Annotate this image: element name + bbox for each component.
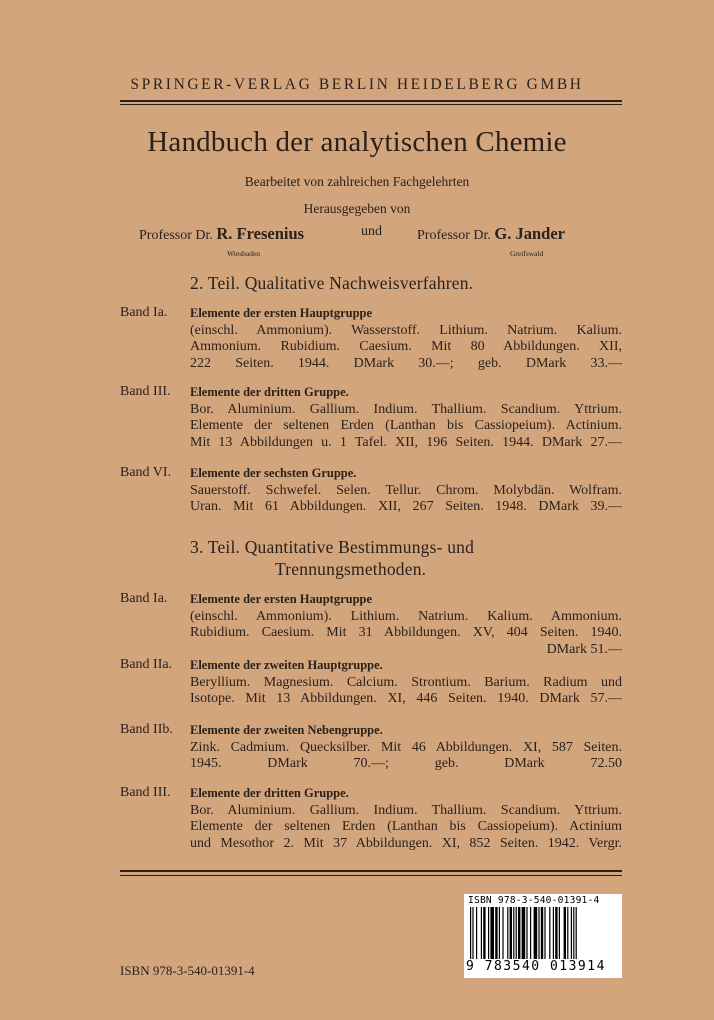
editor-1: [139, 224, 304, 244]
band-title: Elemente der ersten Hauptgruppe: [190, 306, 373, 320]
barcode-bar: [518, 907, 520, 963]
subtitle-contributors: Bearbeitet von zahlreichen Fachgelehrten: [244, 174, 470, 189]
part-3-heading: [190, 536, 474, 580]
band-line: Zink. Cadmium. Quecksilber. Mit 46 Abbildungen. XI, 587 Seiten.: [190, 739, 622, 755]
top-rule-thick: [120, 100, 622, 102]
band-line: Isotope. Mit 13 Abbildungen. XI, 446 Seiten. 1940. DMark 57.—: [190, 691, 622, 706]
barcode-bar: [538, 907, 539, 963]
barcode-digits: 9 783540 013914: [466, 959, 606, 974]
band-line: Sauerstoff. Schwefel. Selen. Tellur. Chrom. Molybdän. Wolfram.: [190, 482, 622, 498]
barcode-bar: [576, 907, 577, 963]
barcode-bar: [522, 907, 526, 963]
band-line: Bor. Aluminium. Gallium. Indium. Thallium. Scandium. Yttrium.: [190, 401, 622, 417]
band-line: DMark 51.—: [546, 641, 622, 657]
editor-1-prefix: Professor Dr.: [139, 228, 213, 243]
editor-connector: und: [361, 224, 382, 239]
editor-1-name: R. Fresenius: [216, 224, 305, 243]
band-entry: [190, 657, 622, 708]
barcode-bar: [513, 907, 514, 963]
part-2-heading: 2. Teil. Qualitative Nachweisverfahren.: [190, 273, 474, 293]
band-line: 1945. DMark 70.—; geb. DMark 72.50: [190, 756, 622, 771]
band-label: Band VI.: [120, 465, 172, 480]
barcode-bar: [559, 907, 560, 963]
barcode-bar: [502, 907, 503, 963]
barcode-bar: [534, 907, 538, 963]
barcode: [464, 894, 622, 978]
bottom-rule-thick: [120, 870, 622, 872]
barcode-bar: [564, 907, 566, 963]
barcode-bar: [544, 907, 545, 963]
band-line: Mit 13 Abbildungen u. 1 Tafel. XII, 196 Seiten. 1944. DMark 27.—: [190, 434, 622, 450]
barcode-bar: [472, 907, 473, 963]
band-label: Band Ia.: [120, 305, 168, 320]
top-rule-thin: [120, 104, 622, 105]
barcode-bar: [510, 907, 512, 963]
band-line: (einschl. Ammonium). Wasserstoff. Lithium. Natrium. Kalium.: [190, 322, 622, 338]
editor-2-city: Greifswald: [510, 249, 544, 258]
band-line: Elemente der seltenen Erden (Lanthan bis Cassiopeium). Actinium.: [190, 418, 622, 433]
barcode-bar: [571, 907, 572, 963]
band-line: Bor. Aluminium. Gallium. Indium. Thallium. Scandium. Yttrium.: [190, 802, 622, 818]
band-title: Elemente der sechsten Gruppe.: [190, 466, 357, 480]
band-line: Elemente der seltenen Erden (Lanthan bis Cassiopeium). Actinium: [190, 819, 622, 834]
barcode-bar: [567, 907, 568, 963]
barcode-bar: [481, 907, 482, 963]
editor-2-name: G. Jander: [494, 224, 565, 243]
part-3-heading-line1: 3. Teil. Quantitative Bestimmungs- und: [190, 537, 475, 557]
band-entry: [190, 722, 622, 773]
barcode-bar: [490, 907, 494, 963]
band-label: Band III.: [120, 384, 171, 399]
barcode-bar: [488, 907, 489, 963]
publisher-line: SPRINGER-VERLAG BERLIN HEIDELBERG GMBH: [130, 76, 584, 93]
band-label: Band IIb.: [120, 722, 173, 737]
band-label: Band III.: [120, 785, 171, 800]
band-entry: [190, 384, 622, 451]
band-line: und Mesothor 2. Mit 37 Abbildungen. XI, 852 Seiten. 1942. Vergr.: [190, 835, 622, 851]
barcode-bar: [549, 907, 550, 963]
page-title: Handbuch der analytischen Chemie: [147, 126, 567, 158]
band-title: Elemente der zweiten Nebengruppe.: [190, 723, 383, 737]
editor-2-prefix: Professor Dr.: [417, 228, 491, 243]
band-entry: [190, 591, 622, 658]
editor-2: [417, 224, 565, 244]
barcode-bar: [483, 907, 485, 963]
band-entry: [190, 785, 622, 852]
band-label: Band Ia.: [120, 591, 168, 606]
band-line: Ammonium. Rubidium. Caesium. Mit 80 Abbildungen. XII,: [190, 339, 622, 354]
barcode-bar: [555, 907, 557, 963]
band-line: Rubidium. Caesium. Mit 31 Abbildungen. XV, 404 Seiten. 1940.: [190, 625, 622, 640]
band-title: Elemente der dritten Gruppe.: [190, 385, 349, 399]
barcode-bars: [468, 907, 618, 963]
barcode-bar: [573, 907, 574, 963]
barcode-bar: [476, 907, 477, 963]
editor-1-city: Wiesbaden: [227, 249, 261, 258]
band-title: Elemente der dritten Gruppe.: [190, 786, 349, 800]
band-title: Elemente der ersten Hauptgruppe: [190, 592, 373, 606]
band-entry: [190, 305, 622, 372]
band-line: 222 Seiten. 1944. DMark 30.—; geb. DMark 33.—: [190, 355, 622, 371]
barcode-bar: [541, 907, 543, 963]
barcode-bar: [470, 907, 471, 963]
barcode-bar: [507, 907, 508, 963]
part-3-heading-line2: Trennungsmethoden.: [275, 559, 427, 579]
bottom-rule-thin: [120, 875, 622, 876]
band-line: Uran. Mit 61 Abbildungen. XII, 267 Seiten. 1948. DMark 39.—: [190, 499, 622, 514]
band-label: Band IIa.: [120, 657, 173, 672]
isbn-text: ISBN 978-3-540-01391-4: [120, 963, 255, 978]
band-line: (einschl. Ammonium). Lithium. Natrium. Kalium. Ammonium.: [190, 608, 622, 624]
band-line: Beryllium. Magnesium. Calcium. Strontium. Barium. Radium und: [190, 674, 622, 690]
subtitle-editors: Herausgegeben von: [303, 201, 411, 216]
barcode-isbn-label: ISBN 978-3-540-01391-4: [468, 895, 600, 906]
band-entry: [190, 465, 622, 516]
barcode-bar: [553, 907, 554, 963]
barcode-bar: [499, 907, 500, 963]
barcode-bar: [495, 907, 497, 963]
barcode-bar: [526, 907, 527, 963]
barcode-bar: [530, 907, 531, 963]
barcode-bar: [516, 907, 517, 963]
band-title: Elemente der zweiten Hauptgruppe.: [190, 658, 383, 672]
